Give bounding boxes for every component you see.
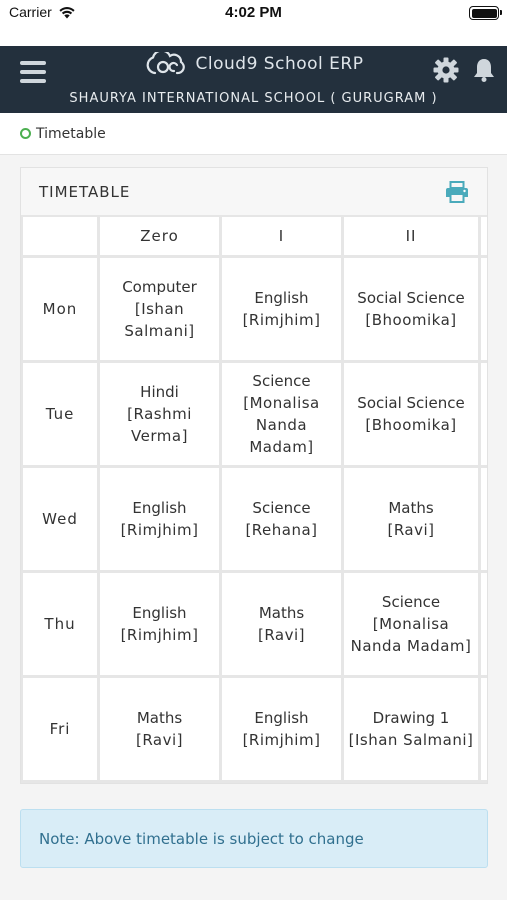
period-cell — [222, 363, 341, 465]
column-header — [481, 217, 488, 255]
day-cell: Wed — [23, 468, 97, 570]
period-cell-empty — [481, 678, 488, 780]
teacher-label: [Rashmi Verma] — [127, 405, 192, 445]
period-cell — [222, 468, 341, 570]
period-cell — [100, 573, 219, 675]
subject-label: Social Science — [357, 394, 465, 412]
panel-header — [21, 168, 487, 216]
teacher-label: [Rimjhim] — [242, 311, 321, 329]
subject-label: Social Science — [357, 289, 465, 307]
breadcrumb-label[interactable]: Timetable — [36, 125, 106, 142]
period-cell-empty — [481, 468, 488, 570]
period-cell — [344, 678, 478, 780]
subject-label: Maths — [388, 499, 434, 517]
subject-label: Hindi — [140, 383, 179, 401]
period-cell — [344, 573, 478, 675]
column-header: II — [344, 217, 478, 255]
timetable-note — [20, 809, 488, 868]
teacher-label: [Monalisa Nanda Madam] — [350, 615, 472, 655]
teacher-label: [Ishan Salmani] — [348, 731, 474, 749]
app-name: Cloud9 School ERP — [195, 54, 364, 74]
subject-label: English — [254, 289, 309, 307]
table-row — [23, 468, 488, 570]
teacher-label: [Rehana] — [245, 521, 318, 539]
period-cell — [344, 468, 478, 570]
note-text: Note: Above timetable is subject to change — [39, 829, 364, 848]
period-cell-empty — [481, 573, 488, 675]
column-header: I — [222, 217, 341, 255]
period-cell — [100, 678, 219, 780]
table-row — [23, 363, 488, 465]
table-row — [23, 678, 488, 780]
period-cell-empty — [481, 258, 488, 360]
timetable-scroll[interactable] — [21, 216, 488, 784]
teacher-label: [Rimjhim] — [120, 626, 199, 644]
battery-icon — [469, 6, 499, 20]
panel-title: TIMETABLE — [39, 182, 131, 201]
period-cell — [100, 468, 219, 570]
status-time: 4:02 PM — [225, 4, 282, 21]
subject-label: Drawing 1 — [372, 709, 450, 727]
teacher-label: [Ravi] — [387, 521, 435, 539]
gear-icon[interactable] — [433, 57, 459, 83]
table-row — [23, 258, 488, 360]
school-name: SHAURYA INTERNATIONAL SCHOOL ( GURUGRAM ) — [69, 91, 438, 106]
print-icon[interactable] — [445, 181, 469, 203]
day-cell: Tue — [23, 363, 97, 465]
subject-label: Science — [252, 372, 311, 390]
period-cell — [100, 363, 219, 465]
table-header-row — [23, 217, 488, 255]
bell-icon[interactable] — [472, 57, 496, 83]
teacher-label: [Bhoomika] — [365, 416, 457, 434]
teacher-label: [Bhoomika] — [365, 311, 457, 329]
teacher-label: [Ravi] — [257, 626, 306, 644]
teacher-label: [Rimjhim] — [120, 521, 199, 539]
status-bar — [0, 0, 507, 46]
teacher-label: [Ravi] — [135, 731, 184, 749]
circle-bullet-icon — [20, 128, 31, 139]
subject-label: English — [254, 709, 309, 727]
period-cell — [222, 258, 341, 360]
timetable-table — [21, 216, 488, 783]
subject-label: Science — [381, 593, 441, 611]
subject-label: English — [132, 499, 187, 517]
subject-label: Maths — [136, 709, 183, 727]
teacher-label: [Ishan Salmani] — [124, 300, 195, 340]
subject-label: Computer — [122, 278, 197, 296]
column-header — [23, 217, 97, 255]
period-cell — [344, 363, 478, 465]
day-cell: Fri — [23, 678, 97, 780]
period-cell — [100, 258, 219, 360]
period-cell — [344, 258, 478, 360]
period-cell-empty — [481, 363, 488, 465]
subject-label: English — [132, 604, 187, 622]
subject-label: Maths — [258, 604, 305, 622]
day-cell: Mon — [23, 258, 97, 360]
cloud-logo-icon — [144, 52, 186, 76]
app-header — [0, 46, 507, 113]
teacher-label: [Rimjhim] — [242, 731, 321, 749]
table-row — [23, 573, 488, 675]
subject-label: Science — [252, 499, 311, 517]
teacher-label: [Monalisa Nanda Madam] — [243, 394, 320, 456]
breadcrumb — [0, 113, 507, 155]
column-header: Zero — [100, 217, 219, 255]
day-cell: Thu — [23, 573, 97, 675]
timetable-panel — [20, 167, 488, 784]
period-cell — [222, 573, 341, 675]
period-cell — [222, 678, 341, 780]
brand — [0, 52, 507, 76]
carrier-label: Carrier — [9, 4, 52, 20]
